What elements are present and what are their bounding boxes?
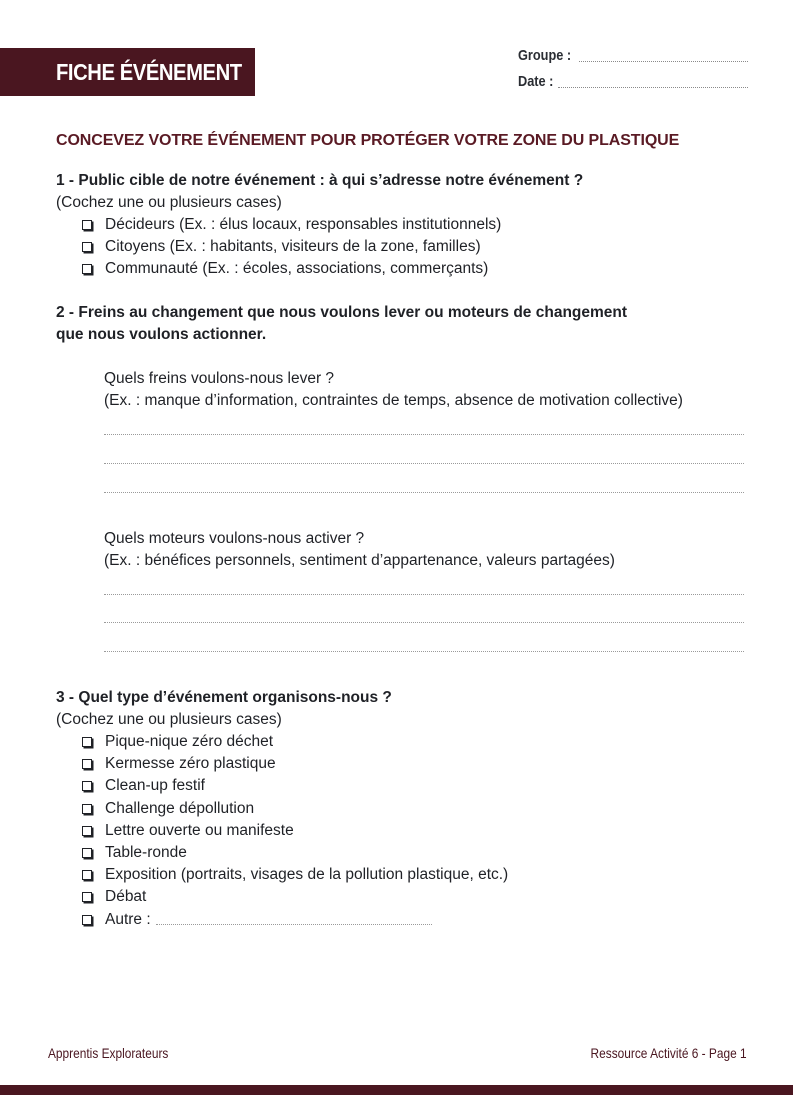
checkbox-icon[interactable] — [82, 826, 92, 836]
checkbox-icon[interactable] — [82, 220, 92, 230]
group-label: Groupe : — [518, 47, 572, 64]
question-2-title-line-2: que nous voulons actionner. — [56, 326, 267, 343]
freins-answer-line[interactable] — [104, 434, 744, 435]
checkbox-icon[interactable] — [82, 870, 92, 880]
date-field[interactable] — [518, 73, 748, 93]
moteurs-example: (Ex. : bénéfices personnels, sentiment d’appartenance, valeurs partagées) — [104, 552, 615, 569]
checkbox-option-other[interactable] — [80, 909, 508, 931]
question-3-title: 3 - Quel type d’événement organisons-nous ? — [56, 689, 392, 706]
option-label: Exposition (portraits, visages de la pollution plastique, etc.) — [105, 866, 509, 884]
title-band — [0, 48, 255, 96]
checkbox-icon[interactable] — [82, 242, 92, 252]
footer-left: Apprentis Explorateurs — [48, 1045, 169, 1061]
checkbox-icon[interactable] — [82, 759, 92, 769]
checkbox-icon[interactable] — [82, 737, 92, 747]
checkbox-icon[interactable] — [82, 892, 92, 902]
freins-answer-line[interactable] — [104, 492, 744, 493]
checkbox-option[interactable] — [80, 753, 508, 775]
question-3-hint: (Cochez une ou plusieurs cases) — [56, 711, 282, 728]
checkbox-option[interactable] — [80, 864, 508, 886]
option-label: Débat — [105, 888, 147, 906]
date-label: Date : — [518, 73, 554, 90]
checkbox-option[interactable] — [80, 731, 508, 753]
checkbox-option[interactable] — [80, 258, 501, 280]
freins-example: (Ex. : manque d’information, contraintes de temps, absence de motivation collective) — [104, 392, 683, 409]
checkbox-option[interactable] — [80, 214, 501, 236]
freins-question: Quels freins voulons-nous lever ? — [104, 370, 335, 387]
checkbox-option[interactable] — [80, 798, 508, 820]
question-2-title-line-1: 2 - Freins au changement que nous voulons lever ou moteurs de changement — [56, 304, 628, 321]
option-label: Kermesse zéro plastique — [105, 755, 276, 773]
group-input-line[interactable] — [579, 61, 749, 62]
checkbox-icon[interactable] — [82, 804, 92, 814]
option-label: Table-ronde — [105, 844, 187, 862]
footer-right: Ressource Activité 6 - Page 1 — [590, 1045, 747, 1061]
moteurs-answer-line[interactable] — [104, 622, 744, 623]
group-field[interactable] — [518, 47, 748, 67]
checkbox-option[interactable] — [80, 820, 508, 842]
question-1-hint: (Cochez une ou plusieurs cases) — [56, 194, 282, 211]
checkbox-icon[interactable] — [82, 781, 92, 791]
question-1-options — [80, 214, 501, 281]
freins-answer-line[interactable] — [104, 463, 744, 464]
checkbox-option[interactable] — [80, 842, 508, 864]
checkbox-icon[interactable] — [82, 264, 92, 274]
option-label: Challenge dépollution — [105, 799, 255, 817]
checkbox-option[interactable] — [80, 886, 508, 908]
checkbox-option[interactable] — [80, 775, 508, 797]
question-3-options — [80, 731, 508, 931]
option-label: Pique-nique zéro déchet — [105, 733, 274, 751]
option-label: Lettre ouverte ou manifeste — [105, 821, 294, 839]
moteurs-answer-line[interactable] — [104, 651, 744, 652]
checkbox-icon[interactable] — [82, 848, 92, 858]
other-label: Autre : — [105, 910, 151, 928]
option-label: Citoyens (Ex. : habitants, visiteurs de la zone, familles) — [105, 238, 481, 256]
checkbox-icon[interactable] — [82, 915, 92, 925]
option-label: Décideurs (Ex. : élus locaux, responsables institutionnels) — [105, 216, 502, 234]
question-1-title: 1 - Public cible de notre événement : à qui s’adresse notre événement ? — [56, 172, 584, 189]
bottom-band — [0, 1085, 793, 1095]
option-label: Clean-up festif — [105, 777, 205, 795]
moteurs-question: Quels moteurs voulons-nous activer ? — [104, 530, 365, 547]
moteurs-answer-line[interactable] — [104, 594, 744, 595]
section-heading: CONCEVEZ VOTRE ÉVÉNEMENT POUR PROTÉGER VOTRE ZONE DU PLASTIQUE — [56, 132, 680, 149]
checkbox-option[interactable] — [80, 236, 501, 258]
other-answer-line[interactable] — [156, 924, 432, 925]
option-label: Communauté (Ex. : écoles, associations, commerçants) — [105, 260, 489, 278]
date-input-line[interactable] — [558, 87, 748, 88]
page-title: FICHE ÉVÉNEMENT — [56, 58, 242, 85]
